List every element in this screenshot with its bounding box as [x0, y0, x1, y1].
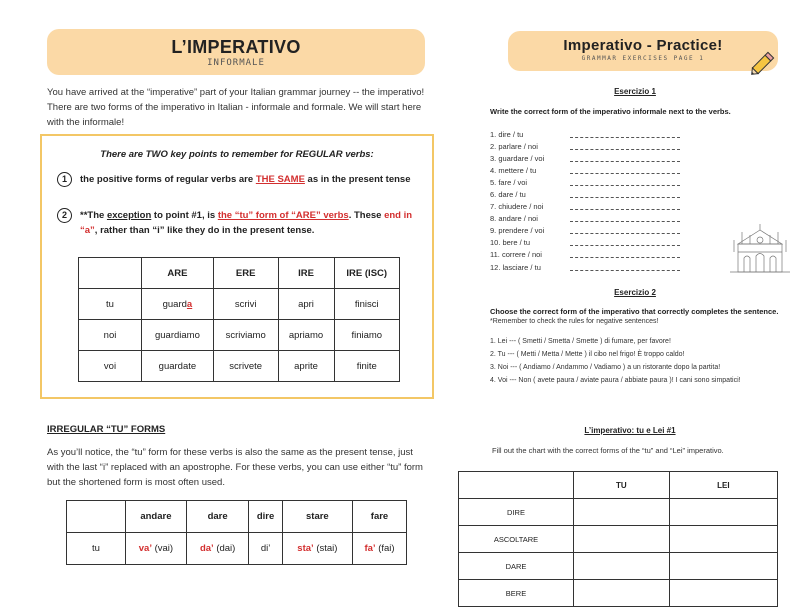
irregular-title: IRREGULAR “TU” FORMS [47, 424, 166, 435]
table-cell: voi [79, 351, 142, 382]
answer-blank[interactable] [570, 131, 680, 138]
irregular-header [67, 501, 126, 533]
pencil-icon [748, 48, 778, 78]
list-item [490, 176, 680, 188]
point-2-exception: exception [106, 210, 152, 221]
answer-cell[interactable] [669, 580, 777, 607]
long-form: (stai) [316, 543, 338, 554]
short-form: fa’ [364, 543, 376, 554]
point-1-number: 1 [57, 172, 72, 187]
list-item: 3. Noi --- ( Andiamo / Andammo / Vadiamo ) a un ristorante dopo la partita! [490, 364, 721, 371]
irregular-table [66, 500, 407, 565]
short-form: sta’ [297, 543, 314, 554]
point-2-text-d: , rather than “i” like they do in the present tense. [94, 225, 315, 236]
list-item [490, 152, 680, 164]
answer-cell[interactable] [669, 499, 777, 526]
irregular-cell [249, 533, 282, 565]
point-2-emph: the “tu” form of “ARE” verbs [217, 210, 349, 221]
answer-cell[interactable] [574, 499, 670, 526]
answer-cell[interactable] [669, 553, 777, 580]
ex2-instruction: Choose the correct form of the imperativo that correctly completes the sentence. [490, 307, 779, 316]
table-cell: scriviamo [213, 320, 278, 351]
list-item [490, 225, 680, 237]
table-cell: apriamo [278, 320, 334, 351]
table-cell: finiamo [334, 320, 400, 351]
guarda-stem: guard [162, 298, 187, 310]
answer-cell[interactable] [574, 526, 670, 553]
point-2-ending: end in “a” [80, 210, 413, 236]
short-form: da’ [199, 543, 214, 554]
point-2-text-c: . These [348, 210, 385, 221]
answer-blank[interactable] [570, 191, 680, 198]
table-cell: aprite [278, 351, 334, 382]
ex2-note: *Remember to check the rules for negative sentences! [490, 318, 659, 325]
list-item [490, 249, 680, 261]
irregular-header: fare [353, 501, 407, 533]
regular-verbs-table [78, 257, 400, 382]
verb-label: DARE [459, 553, 574, 580]
guarda-ending: a [186, 298, 193, 310]
long-form: (vai) [154, 543, 174, 554]
point-2 [57, 208, 427, 238]
table-cell: apri [278, 289, 334, 320]
ex2-title: Esercizio 2 [614, 288, 656, 297]
list-item [490, 128, 680, 140]
table-header: ERE [213, 258, 278, 289]
list-item: 4. Voi --- Non ( avete paura / aviate paura / abbiate paura )! I cani sono simpatici! [490, 377, 741, 384]
ex2-list [490, 338, 741, 390]
list-item: 1. Lei --- ( Smetti / Smetta / Smette ) di fumare, per favore! [490, 338, 671, 345]
list-item [490, 237, 680, 249]
short-form: va’ [138, 543, 152, 554]
ex1-item-label: 11. correre / noi [490, 250, 542, 260]
right-title: Imperativo - Practice! [563, 37, 723, 54]
cathedral-illustration [730, 222, 790, 274]
irregular-header: dire [249, 501, 282, 533]
tu-lei-table [458, 471, 778, 607]
table-cell: finisci [334, 289, 400, 320]
ex1-item-label: 3. guardare / voi [490, 153, 545, 163]
irregular-cell [186, 533, 249, 565]
list-item [490, 164, 680, 176]
ex1-item-label: 8. andare / noi [490, 214, 538, 224]
point-2-text-b: to point #1, is [151, 210, 218, 221]
answer-cell[interactable] [574, 580, 670, 607]
ex1-list [490, 128, 680, 273]
irregular-header: stare [282, 501, 352, 533]
ex1-item-label: 10. bere / tu [490, 238, 531, 248]
irregular-cell [282, 533, 352, 565]
verb-label: ASCOLTARE [459, 526, 574, 553]
list-item [490, 201, 680, 213]
answer-blank[interactable] [570, 155, 680, 162]
table-header: IRE (ISC) [334, 258, 400, 289]
answer-blank[interactable] [570, 203, 680, 210]
list-item [490, 188, 680, 200]
irregular-cell [126, 533, 187, 565]
answer-blank[interactable] [570, 167, 680, 174]
irregular-header: andare [126, 501, 187, 533]
ex1-item-label: 5. fare / voi [490, 177, 528, 187]
ex1-item-label: 1. dire / tu [490, 129, 524, 139]
point-1-pre: the positive forms of regular verbs are [80, 174, 256, 185]
table-cell: scrivete [213, 351, 278, 382]
long-form: di’ [260, 543, 271, 554]
tu-lei-header: LEI [669, 472, 777, 499]
verb-label: DIRE [459, 499, 574, 526]
ex1-title: Esercizio 1 [614, 87, 656, 96]
tu-lei-header: TU [574, 472, 670, 499]
ex3-instruction: Fill out the chart with the correct forms of the “tu” and “Lei” imperativo. [492, 446, 724, 455]
list-item [490, 261, 680, 273]
table-cell: noi [79, 320, 142, 351]
left-title: L’IMPERATIVO [171, 37, 301, 57]
table-cell: scrivi [213, 289, 278, 320]
answer-blank[interactable] [570, 215, 680, 222]
answer-blank[interactable] [570, 179, 680, 186]
list-item: 2. Tu --- ( Metti / Metta / Mette ) il cibo nel frigo! È troppo caldo! [490, 351, 685, 358]
ex1-item-label: 9. prendere / voi [490, 226, 545, 236]
answer-blank[interactable] [570, 239, 680, 246]
right-subtitle: GRAMMAR EXERCISES PAGE 1 [581, 55, 705, 62]
table-cell: finite [334, 351, 400, 382]
table-cell: guardate [142, 351, 214, 382]
table-header: ARE [142, 258, 214, 289]
point-1 [57, 172, 427, 187]
point-1-post: as in the present tense [304, 174, 411, 185]
answer-blank[interactable] [570, 143, 680, 150]
point-2-number: 2 [57, 208, 72, 223]
ex1-instruction: Write the correct form of the imperativo informale next to the verbs. [490, 107, 731, 116]
box-heading: There are TWO key points to remember for REGULAR verbs: [100, 149, 374, 160]
point-2-text-a: **The [80, 210, 107, 221]
point-1-emph: THE SAME [255, 174, 305, 185]
answer-blank[interactable] [570, 264, 680, 271]
table-cell: guardiamo [142, 320, 214, 351]
irregular-header: dare [186, 501, 249, 533]
ex1-item-label: 12. lasciare / tu [490, 262, 541, 272]
regular-verbs-box [40, 134, 434, 399]
table-cell-guarda [142, 289, 214, 320]
answer-blank[interactable] [570, 251, 680, 258]
irregular-cell [353, 533, 407, 565]
irregular-text: As you’ll notice, the “tu” form for these verbs is also the same as the present tense, just with the last “i” replaced with an apostrophe. For these verbs, you can use either “tu” form but the shortened form is most often used. [47, 447, 423, 488]
table-header: IRE [278, 258, 334, 289]
verb-label: BERE [459, 580, 574, 607]
right-title-banner [508, 31, 778, 71]
list-item [490, 213, 680, 225]
answer-cell[interactable] [574, 553, 670, 580]
ex1-item-label: 6. dare / tu [490, 190, 526, 200]
left-subtitle: INFORMALE [207, 58, 265, 68]
answer-blank[interactable] [570, 227, 680, 234]
ex1-item-label: 7. chiudere / noi [490, 202, 544, 212]
ex1-item-label: 4. mettere / tu [490, 165, 537, 175]
intro-paragraph: You have arrived at the “imperative” part of your Italian grammar journey -- the imperativo! There are two forms of the imperativo in Italian - informale and formale. We will start here with the informale! [47, 87, 425, 128]
long-form: (dai) [216, 543, 236, 554]
table-header [79, 258, 142, 289]
irregular-row-label: tu [67, 533, 126, 565]
ex3-title: L’imperativo: tu e Lei #1 [584, 426, 676, 435]
tu-lei-header [459, 472, 574, 499]
list-item [490, 140, 680, 152]
long-form: (fai) [378, 543, 395, 554]
table-cell: tu [79, 289, 142, 320]
answer-cell[interactable] [669, 526, 777, 553]
ex1-item-label: 2. parlare / noi [490, 141, 538, 151]
left-title-banner [47, 29, 425, 75]
